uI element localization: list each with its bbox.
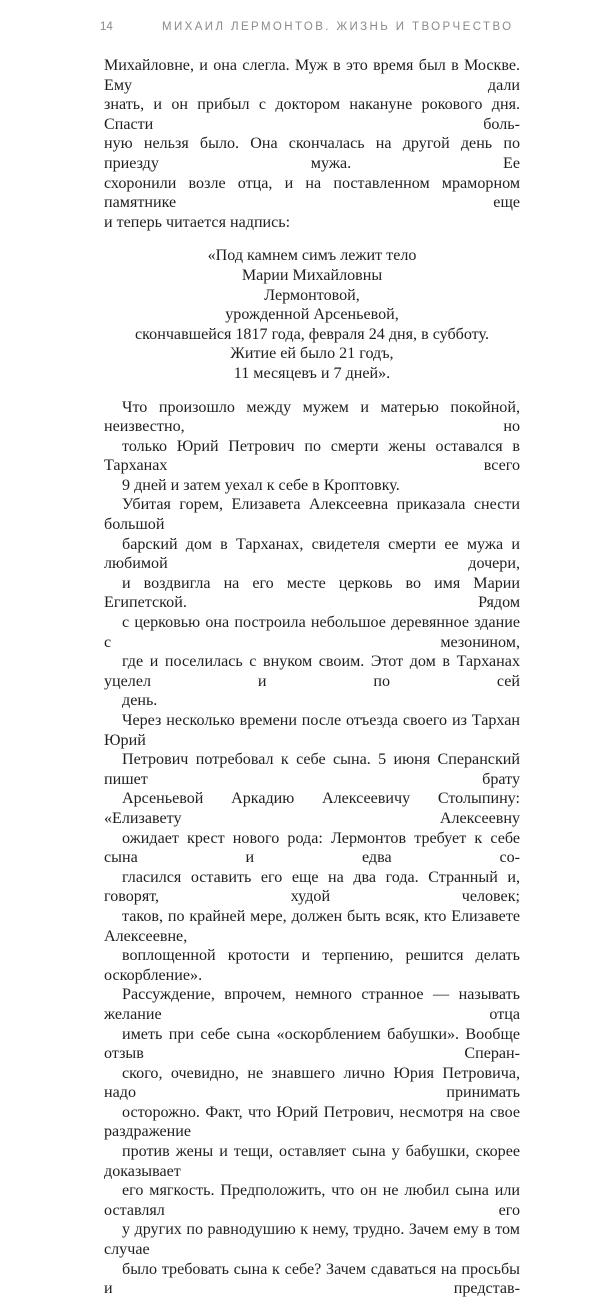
- epitaph-line: «Под камнем симъ лежит тело: [207, 247, 417, 265]
- text-line: и воздвигла на его месте церковь во имя Марии Египетской. Рядом: [104, 574, 520, 612]
- text-line: таков, по крайней мере, должен быть всяк, кто Елизавете Алексеевне,: [104, 907, 520, 945]
- text-line: иметь при себе сына «оскорблением бабушки». Вообще отзыв Сперан-: [104, 1025, 520, 1063]
- text-line: схоронили возле отца, и на поставленном мраморном памятнике еще: [104, 174, 520, 212]
- text-line: ную нельзя было. Она скончалась на другой день по приезду мужа. Ее: [104, 135, 520, 172]
- text-line: Петрович потребовал к себе сына. 5 июня Сперанский пишет брату: [104, 751, 520, 788]
- text-line: у других по равнодушию к нему, трудно. Зачем ему в том случае: [104, 1221, 520, 1259]
- text-line: где и поселилась с внуком своим. Этот дом в Тарханах уцелел и по сей: [104, 653, 520, 690]
- body-text: [104, 56, 520, 1299]
- text-line: гласился оставить его еще на два года. Странный и, говорят, худой человек;: [104, 868, 520, 906]
- epitaph-quote: [104, 246, 520, 383]
- paragraph-2: [104, 398, 520, 496]
- text-line: Что произошло между мужем и матерью покойной, неизвестно, но: [104, 398, 520, 436]
- text-line: день.: [122, 692, 158, 710]
- text-line: и теперь читается надпись:: [104, 213, 291, 231]
- epitaph-line: скончавшейся 1817 года, февраля 24 дня, в субботу.: [135, 325, 489, 343]
- text-line: 9 дней и затем уехал к себе в Кроптовку.: [122, 476, 400, 494]
- epitaph-line: Марии Михайловны: [241, 266, 383, 284]
- paragraph-3: [104, 495, 520, 711]
- epitaph-line: Лермонтовой,: [264, 286, 360, 304]
- text-line: Рассуждение, впрочем, немного странное — называть желание отца: [104, 986, 520, 1023]
- text-line: с церковью она построила небольшое деревянное здание с мезонином,: [104, 614, 520, 651]
- running-title: МИХАИЛ ЛЕРМОНТОВ. ЖИЗНЬ И ТВОРЧЕСТВО: [162, 21, 514, 33]
- text-line: воплощенной кротости и терпению, решится делать оскорбление».: [104, 947, 520, 984]
- text-line: барский дом в Тарханах, свидетеля смерти ее мужа и любимой дочери,: [104, 535, 520, 573]
- text-line: Убитая горем, Елизавета Алексеевна приказала снести большой: [104, 496, 520, 534]
- epitaph-line: Житие ей было 21 годъ,: [230, 345, 394, 363]
- text-line: Арсеньевой Аркадию Алексеевичу Столыпину: «Елизавету Алексеевну: [104, 790, 520, 827]
- paragraph-1: [104, 56, 520, 232]
- running-header: [100, 21, 520, 33]
- text-line: осторожно. Факт, что Юрий Петрович, несмотря на свое раздражение: [104, 1103, 520, 1141]
- paragraph-4: [104, 711, 520, 1299]
- text-line: его мягкость. Предположить, что он не любил сына или оставлял его: [104, 1182, 520, 1219]
- text-line: Михайловне, и она слегла. Муж в это время был в Москве. Ему дали: [104, 57, 520, 94]
- text-line: Через несколько времени после отъезда своего из Тархан Юрий: [104, 712, 520, 749]
- text-line: было требовать сына к себе? Зачем сдаваться на просьбы и представ-: [104, 1260, 520, 1298]
- text-line: ожидает крест нового рода: Лермонтов требует к себе сына и едва со-: [104, 829, 520, 867]
- page-number: 14: [100, 21, 113, 33]
- text-line: знать, и он прибыл с доктором накануне рокового дня. Спасти боль-: [104, 96, 520, 133]
- text-line: только Юрий Петрович по смерти жены оставался в Тарханах всего: [104, 437, 520, 475]
- text-line: против жены и тещи, оставляет сына у бабушки, скорее доказывает: [104, 1143, 520, 1180]
- text-line: ского, очевидно, не знавшего лично Юрия Петровича, надо принимать: [104, 1064, 520, 1102]
- epitaph-line: 11 месяцевъ и 7 дней».: [233, 364, 391, 382]
- epitaph-line: урожденной Арсеньевой,: [225, 306, 399, 324]
